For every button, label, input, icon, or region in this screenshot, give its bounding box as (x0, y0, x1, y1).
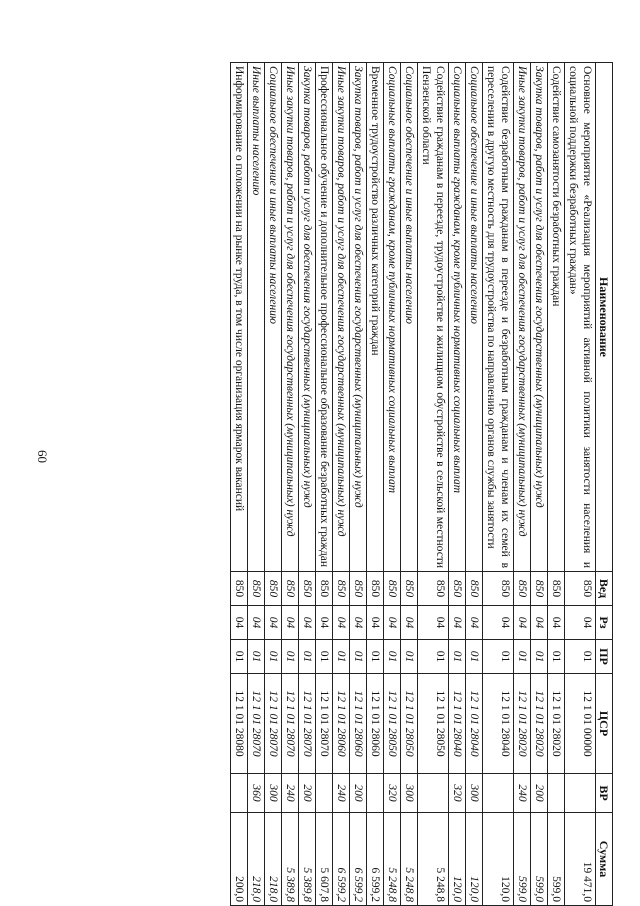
cell-name: Временное трудоустройство различных категорий граждан (367, 63, 384, 572)
cell-csr: 12 1 01 28050 (384, 674, 401, 774)
cell-rz: 04 (299, 606, 316, 640)
cell-vr (565, 774, 596, 813)
cell-pr: 01 (316, 640, 333, 674)
cell-vr: 200 (350, 774, 367, 813)
cell-vr: 200 (299, 774, 316, 813)
cell-ved: 850 (282, 572, 299, 606)
cell-pr: 01 (265, 640, 282, 674)
cell-ved: 850 (565, 572, 596, 606)
column-header-rz: Рз (596, 606, 613, 640)
cell-sum: 200,0 (231, 813, 248, 906)
cell-sum: 5 607,8 (316, 813, 333, 906)
cell-ved: 850 (265, 572, 282, 606)
cell-name: Социальные выплаты гражданам, кроме публичных нормативных социальных выплат (384, 63, 401, 572)
cell-rz: 04 (514, 606, 531, 640)
cell-rz: 04 (333, 606, 350, 640)
cell-ved: 850 (548, 572, 565, 606)
cell-ved: 850 (531, 572, 548, 606)
cell-pr: 01 (401, 640, 418, 674)
cell-vr (548, 774, 565, 813)
table-row (514, 63, 531, 906)
cell-sum: 120,0 (449, 813, 466, 906)
cell-csr: 12 1 01 28070 (265, 674, 282, 774)
table-row (367, 63, 384, 906)
cell-name: Иные закупки товаров, работ и услуг для обеспечения государственных (муниципальных) нужд (333, 63, 350, 572)
cell-vr: 300 (265, 774, 282, 813)
table-header-row (596, 63, 613, 906)
cell-csr: 12 1 01 00000 (565, 674, 596, 774)
cell-sum: 6 599,2 (367, 813, 384, 906)
cell-pr: 01 (548, 640, 565, 674)
cell-pr: 01 (350, 640, 367, 674)
cell-sum: 5 389,8 (282, 813, 299, 906)
cell-vr: 320 (384, 774, 401, 813)
cell-pr: 01 (449, 640, 466, 674)
cell-rz: 04 (466, 606, 483, 640)
cell-pr: 01 (418, 640, 449, 674)
cell-rz: 04 (548, 606, 565, 640)
table-row (384, 63, 401, 906)
table-row (449, 63, 466, 906)
table-row (565, 63, 596, 906)
cell-name: Социальные выплаты гражданам, кроме публичных нормативных социальных выплат (449, 63, 466, 572)
cell-name: Содействие гражданам в переезде, трудоустройстве и жилищном обустройстве в сельской местности Пензенской области (418, 63, 449, 572)
cell-ved: 850 (316, 572, 333, 606)
cell-sum: 599,0 (514, 813, 531, 906)
table-row (248, 63, 265, 906)
cell-name: Содействие самозанятости безработных граждан (548, 63, 565, 572)
page-number: 60 (35, 450, 50, 463)
cell-csr: 12 1 01 28080 (231, 674, 248, 774)
table-row (333, 63, 350, 906)
cell-name: Закупка товаров, работ и услуг для обеспечения государственных (муниципальных) нужд (531, 63, 548, 572)
table-row (265, 63, 282, 906)
cell-sum: 599,0 (531, 813, 548, 906)
cell-ved: 850 (466, 572, 483, 606)
cell-name: Профессиональное обучение и дополнительное профессиональное образование безработных граждан (316, 63, 333, 572)
cell-rz: 04 (449, 606, 466, 640)
cell-csr: 12 1 01 28040 (483, 674, 514, 774)
cell-vr: 240 (514, 774, 531, 813)
cell-name: Закупка товаров, работ и услуг для обеспечения государственных (муниципальных) нужд (299, 63, 316, 572)
table-row (350, 63, 367, 906)
cell-vr (316, 774, 333, 813)
cell-ved: 850 (483, 572, 514, 606)
cell-name: Содействие безработным гражданам в переезде и безработным гражданам и членам их семей в переселении в другую местность для трудоустройства по направлению органов службы занятости (483, 63, 514, 572)
cell-pr: 01 (282, 640, 299, 674)
cell-name: Информирование о положении на рынке труда, в том числе организация ярмарок вакансий (231, 63, 248, 572)
cell-ved: 850 (231, 572, 248, 606)
cell-rz: 04 (565, 606, 596, 640)
cell-rz: 04 (401, 606, 418, 640)
cell-csr: 12 1 01 28060 (350, 674, 367, 774)
cell-sum: 5 389,8 (299, 813, 316, 906)
cell-name: Закупка товаров, работ и услуг для обеспечения государственных (муниципальных) нужд (350, 63, 367, 572)
cell-name: Социальное обеспечение и иные выплаты населению (466, 63, 483, 572)
column-header-pr: ПР (596, 640, 613, 674)
cell-csr: 12 1 01 28040 (449, 674, 466, 774)
cell-pr: 01 (333, 640, 350, 674)
cell-csr: 12 1 01 28050 (418, 674, 449, 774)
cell-vr (483, 774, 514, 813)
cell-vr (418, 774, 449, 813)
cell-rz: 04 (282, 606, 299, 640)
cell-pr: 01 (367, 640, 384, 674)
cell-sum: 6 599,2 (333, 813, 350, 906)
cell-sum: 6 599,2 (350, 813, 367, 906)
cell-vr: 300 (466, 774, 483, 813)
cell-rz: 04 (350, 606, 367, 640)
cell-pr: 01 (466, 640, 483, 674)
cell-rz: 04 (248, 606, 265, 640)
cell-vr: 200 (531, 774, 548, 813)
cell-sum: 5 248,8 (401, 813, 418, 906)
cell-name: Иные закупки товаров, работ и услуг для обеспечения государственных (муниципальных) нужд (282, 63, 299, 572)
table-row (282, 63, 299, 906)
cell-csr: 12 1 01 28020 (514, 674, 531, 774)
cell-name: Иные закупки товаров, работ и услуг для обеспечения государственных (муниципальных) нужд (514, 63, 531, 572)
table-row (531, 63, 548, 906)
table-body (231, 63, 596, 906)
cell-pr: 01 (384, 640, 401, 674)
cell-rz: 04 (367, 606, 384, 640)
cell-sum: 5 248,8 (384, 813, 401, 906)
cell-csr: 12 1 01 28070 (316, 674, 333, 774)
cell-ved: 850 (367, 572, 384, 606)
column-header-vr: ВР (596, 774, 613, 813)
cell-ved: 850 (350, 572, 367, 606)
table-row (418, 63, 449, 906)
cell-vr: 360 (248, 774, 265, 813)
cell-vr (367, 774, 384, 813)
cell-ved: 850 (449, 572, 466, 606)
cell-sum: 19 471,0 (565, 813, 596, 906)
cell-name: Основное мероприятие «Реализация мероприятий активной политики занятости населения и социальной поддержки безработных граждан» (565, 63, 596, 572)
cell-ved: 850 (401, 572, 418, 606)
cell-ved: 850 (418, 572, 449, 606)
cell-csr: 12 1 01 28020 (548, 674, 565, 774)
cell-pr: 01 (514, 640, 531, 674)
cell-sum: 218,0 (248, 813, 265, 906)
cell-vr: 240 (333, 774, 350, 813)
cell-vr: 300 (401, 774, 418, 813)
cell-pr: 01 (299, 640, 316, 674)
cell-vr: 240 (282, 774, 299, 813)
cell-pr: 01 (531, 640, 548, 674)
cell-sum: 120,0 (466, 813, 483, 906)
cell-name: Иные выплаты населению (248, 63, 265, 572)
cell-rz: 04 (418, 606, 449, 640)
cell-rz: 04 (384, 606, 401, 640)
cell-ved: 850 (299, 572, 316, 606)
cell-sum: 5 248,8 (418, 813, 449, 906)
column-header-sum: Сумма (596, 813, 613, 906)
cell-rz: 04 (231, 606, 248, 640)
cell-ved: 850 (333, 572, 350, 606)
cell-ved: 850 (514, 572, 531, 606)
cell-csr: 12 1 01 28070 (299, 674, 316, 774)
cell-pr: 01 (565, 640, 596, 674)
column-header-csr: ЦСР (596, 674, 613, 774)
cell-pr: 01 (248, 640, 265, 674)
cell-csr: 12 1 01 28060 (367, 674, 384, 774)
cell-rz: 04 (316, 606, 333, 640)
cell-rz: 04 (531, 606, 548, 640)
cell-csr: 12 1 01 28040 (466, 674, 483, 774)
cell-sum: 599,0 (548, 813, 565, 906)
cell-ved: 850 (384, 572, 401, 606)
table-row (231, 63, 248, 906)
cell-csr: 12 1 01 28020 (531, 674, 548, 774)
column-header-name: Наименование (596, 63, 613, 572)
cell-vr (231, 774, 248, 813)
cell-name: Социальное обеспечение и иные выплаты населению (401, 63, 418, 572)
table-row (548, 63, 565, 906)
rotated-page-content (85, 62, 613, 905)
table-row (483, 63, 514, 906)
table-row (299, 63, 316, 906)
cell-csr: 12 1 01 28050 (401, 674, 418, 774)
cell-vr: 320 (449, 774, 466, 813)
table-row (466, 63, 483, 906)
cell-pr: 01 (231, 640, 248, 674)
cell-csr: 12 1 01 28070 (282, 674, 299, 774)
cell-csr: 12 1 01 28070 (248, 674, 265, 774)
cell-name: Социальное обеспечение и иные выплаты населению (265, 63, 282, 572)
cell-pr: 01 (483, 640, 514, 674)
column-header-ved: Вед (596, 572, 613, 606)
cell-ved: 850 (248, 572, 265, 606)
cell-rz: 04 (483, 606, 514, 640)
cell-rz: 04 (265, 606, 282, 640)
table-row (401, 63, 418, 906)
cell-csr: 12 1 01 28060 (333, 674, 350, 774)
cell-sum: 120,0 (483, 813, 514, 906)
budget-table (230, 62, 613, 906)
cell-sum: 218,0 (265, 813, 282, 906)
table-row (316, 63, 333, 906)
